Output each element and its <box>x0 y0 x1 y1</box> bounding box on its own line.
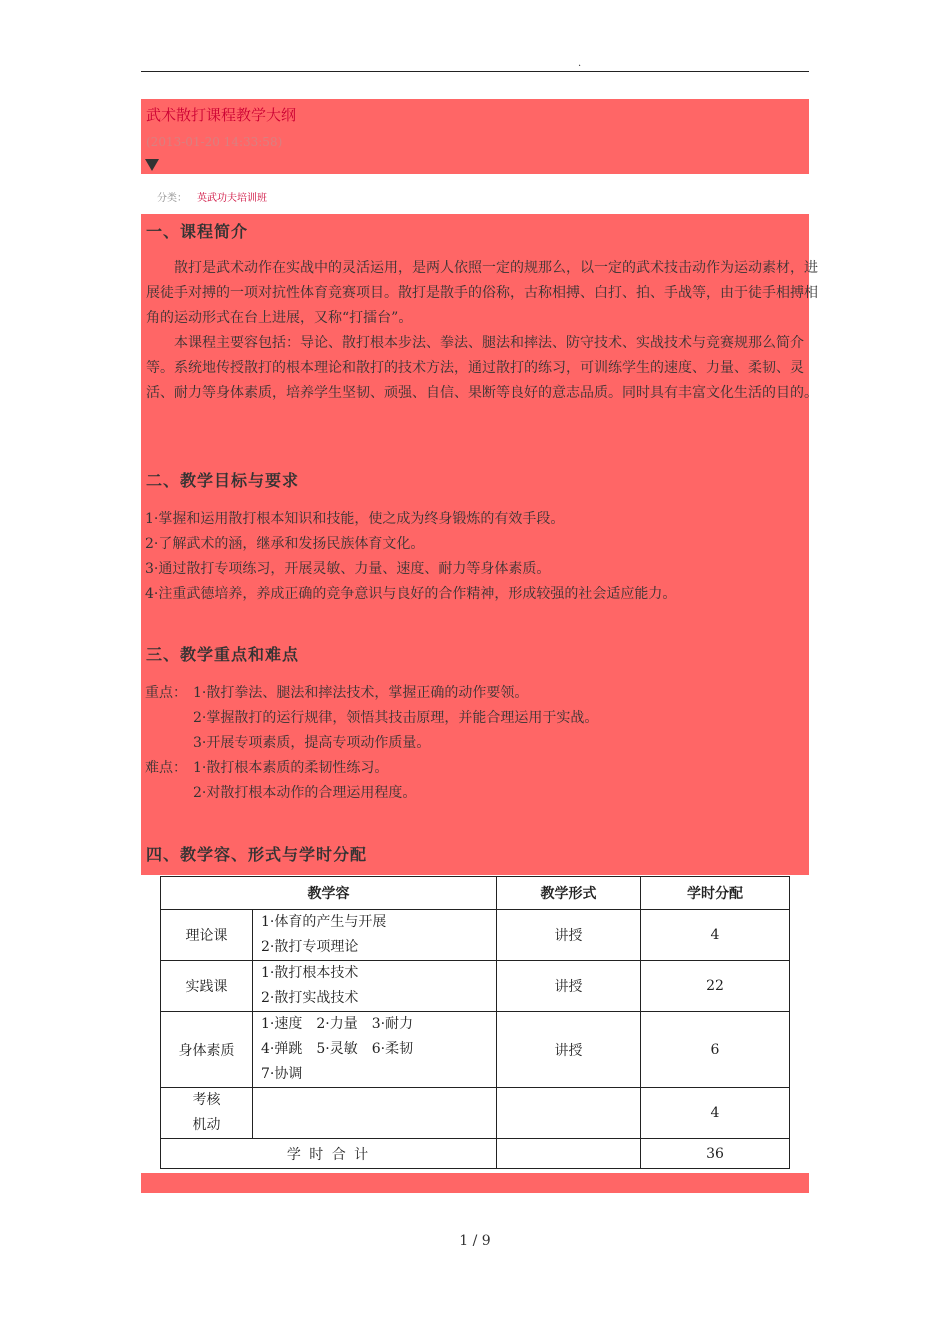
focus-label: 重点： <box>145 685 187 701</box>
table-row <box>161 961 790 1012</box>
category-line: 考核 <box>192 1092 221 1108</box>
content-line: 1·速度 2·力量 3·耐力 <box>261 1016 414 1032</box>
category-line: 机动 <box>192 1117 221 1133</box>
article-date: (2013-01-20 14:33:58) <box>146 135 283 149</box>
total-label: 学 时 合 计 <box>161 1139 497 1169</box>
category-link[interactable]: 英武功夫培训班 <box>197 193 267 204</box>
content-line: 7·协调 <box>261 1066 303 1082</box>
row-form: 讲授 <box>497 961 641 1012</box>
schedule-table <box>160 876 790 1169</box>
content-line: 1·体育的产生与开展 <box>261 914 387 930</box>
triangle-down-icon[interactable] <box>145 159 159 171</box>
section-title-schedule: 四、教学容、形式与学时分配 <box>146 845 368 864</box>
intro-paragraph-1: 散打是武术动作在实战中的灵活运用，是两人依照一定的规那么，以一定的武术技击动作为运动素材，进展徒手对搏的一项对抗性体育竞赛项目。散打是散手的俗称，古称相搏、白打、拍、手战等，由于徒手相搏相角的运动形式在台上进展，又称“打擂台”。 <box>146 260 818 326</box>
category-line <box>157 189 267 204</box>
article-title: 武术散打课程教学大纲 <box>146 106 297 124</box>
schedule-table-wrap <box>160 876 790 1169</box>
section-title-goals: 二、教学目标与要求 <box>146 471 300 490</box>
row-form: 讲授 <box>497 910 641 961</box>
section-title-intro: 一、课程简介 <box>146 222 249 241</box>
header-dot: . <box>578 58 582 69</box>
category-label: 分类： <box>157 193 187 204</box>
header-hours: 学时分配 <box>641 877 790 910</box>
article-body <box>141 214 818 875</box>
row-content <box>253 910 497 961</box>
focus-item: 1·散打拳法、腿法和摔法技术，掌握正确的动作要领。 <box>193 685 529 701</box>
difficulty-item: 2·对散打根本动作的合理运用程度。 <box>193 785 417 801</box>
content-line: 2·散打专项理论 <box>261 939 359 955</box>
content-line: 1·散打根本技术 <box>261 965 359 981</box>
row-hours: 4 <box>641 1088 790 1139</box>
total-hours: 36 <box>641 1139 790 1169</box>
table-row <box>161 910 790 961</box>
content-line: 2·散打实战技术 <box>261 990 359 1006</box>
row-form: 讲授 <box>497 1012 641 1088</box>
row-hours: 4 <box>641 910 790 961</box>
row-hours: 6 <box>641 1012 790 1088</box>
difficulty-item: 1·散打根本素质的柔韧性练习。 <box>193 760 389 776</box>
table-header-row <box>161 877 790 910</box>
header-form: 教学形式 <box>497 877 641 910</box>
goal-item: 1·掌握和运用散打根本知识和技能，使之成为终身锻炼的有效手段。 <box>145 511 565 527</box>
section-title-keypoints: 三、教学重点和难点 <box>146 645 300 664</box>
page-number: 1 / 9 <box>459 1233 491 1249</box>
intro-paragraph-2: 本课程主要容包括：导论、散打根本步法、拳法、腿法和摔法、防守技术、实战技术与竞赛规那么简介等。系统地传授散打的根本理论和散打的技术方法，通过散打的练习，可训练学生的速度、力量、柔韧、灵活、耐力等身体素质，培养学生坚韧、顽强、自信、果断等良好的意志品质。同时具有丰富文化生活的目的。 <box>146 335 818 401</box>
focus-item: 3·开展专项素质，提高专项动作质量。 <box>193 735 431 751</box>
goal-item: 3·通过散打专项练习，开展灵敏、力量、速度、耐力等身体素质。 <box>145 561 551 577</box>
goal-item: 4·注重武德培养，养成正确的竞争意识与良好的合作精神，形成较强的社会适应能力。 <box>145 586 677 602</box>
row-category: 实践课 <box>161 961 253 1012</box>
row-hours: 22 <box>641 961 790 1012</box>
row-content <box>253 1012 497 1088</box>
bottom-highlight-bar <box>141 1173 809 1193</box>
header-content: 教学容 <box>161 877 497 910</box>
row-form <box>497 1088 641 1139</box>
difficulty-label: 难点： <box>145 760 187 776</box>
row-category: 理论课 <box>161 910 253 961</box>
total-form <box>497 1139 641 1169</box>
row-category <box>161 1088 253 1139</box>
focus-item: 2·掌握散打的运行规律，领悟其技击原理，并能合理运用于实战。 <box>193 710 599 726</box>
row-content <box>253 961 497 1012</box>
table-row <box>161 1012 790 1088</box>
article-title-block <box>141 99 809 174</box>
table-row <box>161 1088 790 1139</box>
intro-text <box>146 256 821 406</box>
header-rule <box>141 71 809 72</box>
content-line: 4·弹跳 5·灵敏 6·柔韧 <box>261 1041 414 1057</box>
row-content <box>253 1088 497 1139</box>
goal-item: 2·了解武术的涵，继承和发扬民族体育文化。 <box>145 536 425 552</box>
table-total-row <box>161 1139 790 1169</box>
row-category: 身体素质 <box>161 1012 253 1088</box>
